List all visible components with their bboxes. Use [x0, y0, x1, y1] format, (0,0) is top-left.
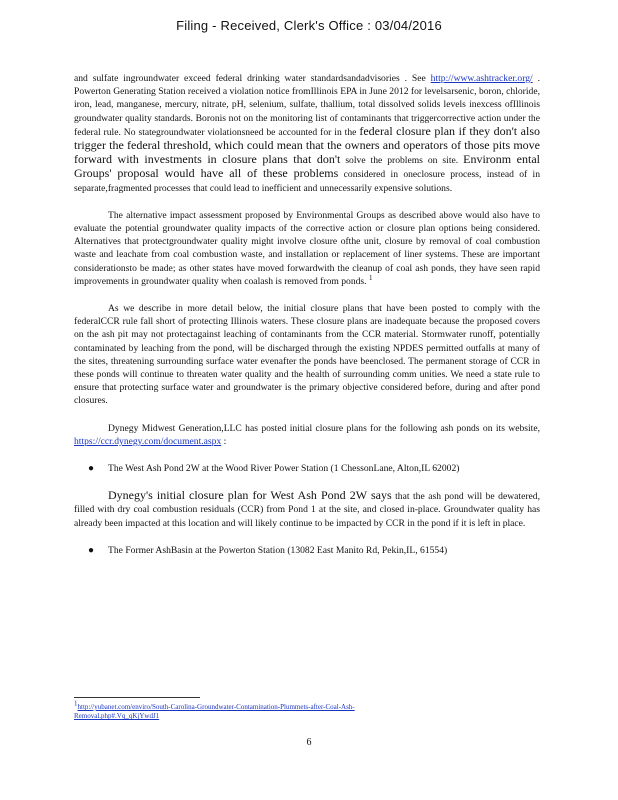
bullet-icon: ●	[88, 544, 95, 556]
para1-emphasis2: Environm ental Groups' proposal would have all of these problems	[74, 152, 540, 181]
footnote-reference[interactable]: 1	[368, 273, 373, 282]
list-item-powerton	[74, 544, 540, 557]
para5-body: that the ash pond will be dewatered, filled with dry coal combustion residuals (CCR) from Pond 1 at the site, and closed in-place. Groundwater quality has already been impacted at this location and will likely continue to be impacted by CCR in the pond if it is left in place.	[74, 491, 540, 529]
para1-lead: and sulfate ingroundwater exceed federal drinking water standardsandadvisories . See	[74, 73, 426, 84]
bullet1-text: The West Ash Pond 2W at the Wood River Power Station (1 ChessonLane, Alton,IL 62002)	[108, 463, 460, 475]
paragraph-5	[74, 489, 540, 530]
para4-trail: :	[221, 435, 227, 447]
footnote-marker: 1	[74, 699, 78, 708]
dynegy-ccr-link[interactable]: https://ccr.dynegy.com/document.aspx	[74, 435, 222, 447]
filing-header: Filing - Received, Clerk's Office : 03/04/2016	[176, 18, 442, 33]
bullet-icon: ●	[88, 463, 95, 475]
footnote-divider	[74, 697, 200, 698]
ashtracker-link[interactable]: http://www.ashtracker.org/	[430, 73, 533, 84]
footnote-link[interactable]: http://yubanet.com/enviro/South-Carolina-Groundwater-Contamination-Plummets-after-Coal-Ash-Removal.php#.Vq_qKjYwdJ1	[74, 703, 355, 720]
paragraph-3	[74, 302, 540, 408]
para5-emphasis: Dynegy's initial closure plan for West Ash Pond 2W says	[108, 488, 392, 503]
document-body	[74, 72, 540, 571]
para1-body2: solve the problems on site.	[345, 155, 459, 167]
bullet2-text: The Former AshBasin at the Powerton Station (13082 East Manito Rd, Pekin,IL, 61554)	[108, 544, 448, 556]
page-number: 6	[306, 737, 312, 748]
para1-link-trail: .	[532, 73, 540, 84]
para1-body3: considered in oneclosure process, instead of in separate,fragmented processes that could lead to inefficient and unnecessarily expensive solutions.	[74, 169, 541, 194]
footnote	[74, 699, 374, 721]
para1-emphasis: federal closure plan if they don't also trigger the federal threshold, which could mean that the owners and operators of those pits move forward with investments in closure plans that don't	[74, 123, 540, 167]
para2-text: The alternative impact assessment proposed by Environmental Groups as described above would also have to evaluate the potential groundwater quality impacts of the corrective action or closure plan options being considered. Alternatives that protectgroundwater quality might involve closure ofthe unit, closure by removal of coal combustion waste and leachate from coal combustion waste, and installation or replacement of liner systems. These are important considerationsto be made; as other states have moved forwardwith the cleanup of coal ash ponds, they have seen rapid improvements in groundwater quality when coalash is removed from ponds.	[74, 209, 540, 287]
list-item-wood-river	[74, 462, 540, 475]
para4-lead: Dynegy Midwest Generation,LLC has posted initial closure plans for the following ash ponds on its website,	[108, 422, 540, 434]
para3-text: As we describe in more detail below, the initial closure plans that have been posted to comply with the federalCCR rule fall short of protecting Illinois waters. These closure plans are inadequate because the proposed covers on the ash pit may not protectagainst leaching of contaminants from the CCR material. Stormwater runoff, potentially contaminated by leaching from the pond, will be discharged through the existing NPDES permitted outfalls at many of the sites, threatening surrounding surface water evenafter the ponds have beenclosed. The permanent storage of CCR in these ponds will continue to threaten water quality and the health of surrounding comm unities. We need a state rule to ensure that protecting surface water and groundwater is the primary objective considered before, during and after pond closures.	[74, 303, 540, 407]
paragraph-4	[74, 422, 540, 448]
para1-body: Powerton Generating Station received a violation notice fromIllinois EPA in June 2012 for levelsarsenic, boron, chloride, iron, lead, manganese, mercury, nitrate, pH, selenium, sulfate, thallium, total dissolved solids levels inexcess ofIllinois groundwater quality standards. Boronis not on the monitoring list of contaminants that triggercorrective action under the federal rule. No stategroundwater violationsneed be accounted for in the	[74, 86, 540, 138]
paragraph-2	[74, 209, 540, 288]
paragraph-1	[74, 72, 540, 195]
